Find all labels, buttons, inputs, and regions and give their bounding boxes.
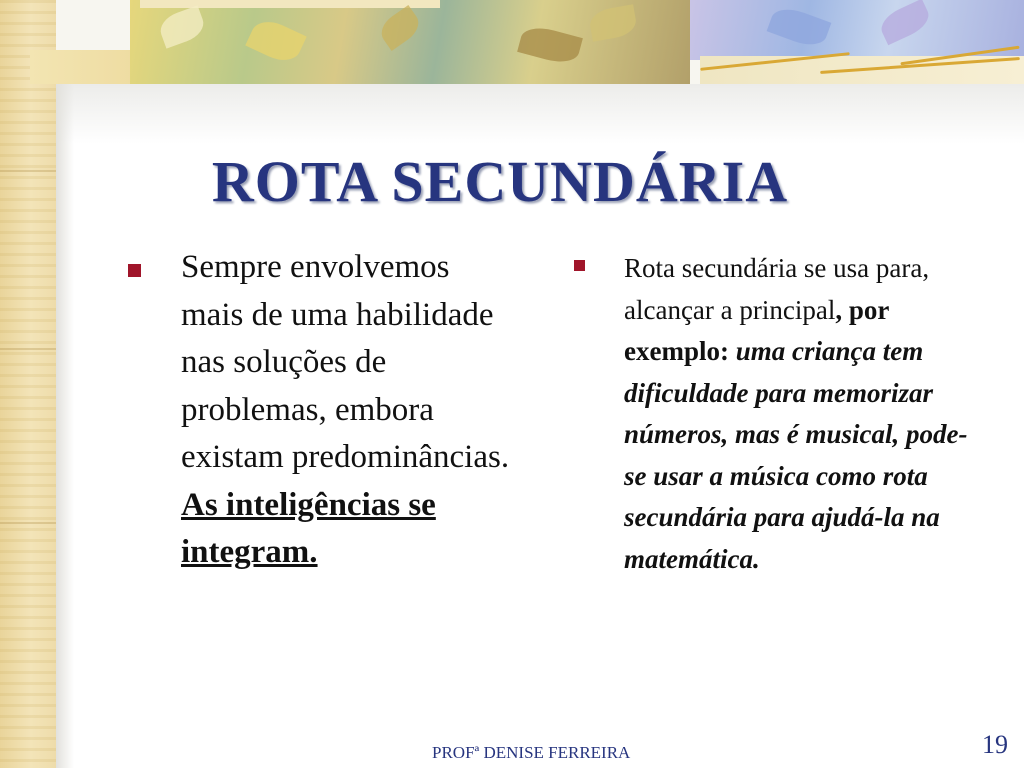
bullet-square-icon xyxy=(128,264,141,277)
list-item xyxy=(128,244,518,577)
right-bullet-plain: Rota secundária se usa para, alcançar a principal xyxy=(624,253,930,325)
slide-title: ROTA SECUNDÁRIA xyxy=(211,149,789,214)
page-number: 19 xyxy=(982,730,1008,759)
left-bullet-plain: Sempre envolvemos mais de uma habilidade nas soluções de problemas, embora existam predominâncias. xyxy=(181,249,510,475)
list-item xyxy=(574,248,974,580)
right-bullet-column xyxy=(574,248,974,580)
left-decorative-strip xyxy=(0,0,56,768)
bullet-square-icon xyxy=(574,260,585,271)
left-bullet-emphasis: As inteligências se integram. xyxy=(181,486,436,570)
right-bullet-text xyxy=(624,248,974,580)
footer-author: PROFª DENISE FERREIRA xyxy=(432,743,631,762)
right-bullet-bold-italic: uma criança tem dificuldade para memorizar números, mas é musical, pode-se usar a música como rota secundária para ajudá-la na matemática. xyxy=(624,336,968,574)
left-bullet-text xyxy=(181,244,518,577)
decorative-banner xyxy=(0,0,1024,84)
banner-tile xyxy=(140,0,440,8)
strip-divider xyxy=(0,348,56,350)
strip-divider xyxy=(0,522,56,524)
left-bullet-column xyxy=(128,244,518,577)
right-bullet-bold: , por exemplo: xyxy=(624,294,889,366)
